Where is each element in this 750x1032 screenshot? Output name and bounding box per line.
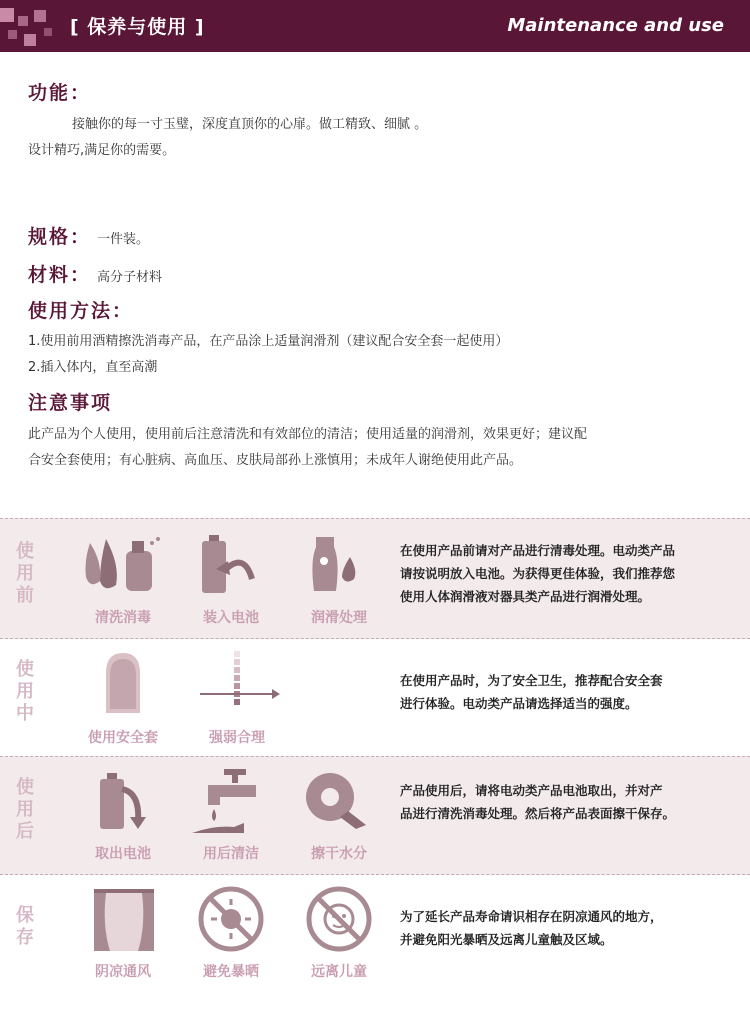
- insert-battery-item: [176, 531, 286, 631]
- storage-description: [400, 905, 730, 951]
- battery-insert-icon: [188, 531, 274, 603]
- material-value: 高分子材料: [97, 270, 163, 285]
- before-use-text-3: 使用人体润滑液对器具类产品进行润滑处理。: [400, 589, 651, 604]
- spec-row: [28, 222, 149, 249]
- use-condom-caption: 使用安全套: [88, 730, 158, 746]
- cool-ventilated-item: [68, 885, 178, 985]
- lubricate-caption: 润滑处理: [311, 610, 367, 626]
- during-use-text-2: 进行体验。电动类产品请选择适当的强度。: [400, 696, 638, 711]
- function-line-1: 接触你的每一寸玉璧，深度直顶你的心扉。做工精致、细腻 。: [72, 117, 428, 132]
- band-storage: [0, 874, 750, 989]
- away-children-caption: 远离儿童: [311, 964, 367, 980]
- avoid-sun-item: [176, 885, 286, 985]
- during-use-description: [400, 669, 730, 715]
- after-use-text-1: 产品使用后，请将电动类产品电池取出，并对产: [400, 783, 663, 798]
- band-label-storage: 保 存: [16, 905, 34, 948]
- header-title: [ 保养与使用 ]: [70, 16, 205, 38]
- clean-disinfect-caption: 清洗消毒: [95, 610, 151, 626]
- usage-title: 使用方法：: [28, 300, 134, 322]
- curtain-icon: [80, 885, 166, 957]
- dry-item: [284, 767, 394, 867]
- clean-after-item: [176, 767, 286, 867]
- lubricant-bottle-icon: [296, 531, 382, 603]
- before-use-text-1: 在使用产品前请对产品进行清毒处理。电动类产品: [400, 543, 676, 558]
- battery-remove-icon: [80, 767, 166, 839]
- band-before-use: [0, 518, 750, 639]
- decor-square: [34, 10, 46, 22]
- band-after-use: [0, 756, 750, 875]
- intensity-scale-icon: [194, 649, 280, 721]
- remove-battery-item: [68, 767, 178, 867]
- storage-text-2: 并避免阳光暴晒及远离儿童触及区域。: [400, 932, 613, 947]
- clean-disinfect-item: [68, 531, 178, 631]
- usage-step-2: 2.插入体内，直至高潮: [28, 360, 158, 375]
- notes-line-2: 合安全套使用；有心脏病、高血压、皮肤局部孙上涨慎用；未成年人谢绝使用此产品。: [28, 453, 523, 468]
- faucet-icon: [188, 767, 274, 839]
- avoid-sun-caption: 避免暴晒: [203, 964, 259, 980]
- intensity-caption: 强弱合理: [209, 730, 265, 746]
- during-use-text-1: 在使用产品时，为了安全卫生，推荐配合安全套: [400, 673, 663, 688]
- clean-after-caption: 用后清洁: [203, 846, 259, 862]
- notes-line-1: 此产品为个人使用，使用前后注意清洗和有效部位的清洁；使用适量的润滑剂，效果更好；建议配: [28, 427, 588, 442]
- no-children-icon: [296, 885, 382, 957]
- header-title-english: Maintenance and use: [507, 15, 724, 36]
- function-title: 功能：: [28, 82, 92, 104]
- away-children-item: [284, 885, 394, 985]
- no-sun-icon: [188, 885, 274, 957]
- decor-square: [24, 34, 36, 46]
- intensity-item: [182, 649, 292, 749]
- usage-step-1: 1.使用前用酒精擦洗消毒产品，在产品涂上适量润滑剂（建议配合安全套一起使用）: [28, 334, 509, 349]
- decor-square: [18, 16, 28, 26]
- band-during-use: [0, 638, 750, 757]
- insert-battery-caption: 装入电池: [203, 610, 259, 626]
- after-use-text-2: 品进行清洗消毒处理。然后将产品表面擦干保存。: [400, 806, 676, 821]
- decor-square: [0, 8, 14, 22]
- decor-square: [8, 30, 17, 39]
- dry-caption: 擦干水分: [311, 846, 367, 862]
- lubricate-item: [284, 531, 394, 631]
- band-label-before-use: 使 用 前: [16, 541, 34, 606]
- function-line-2: 设计精巧,满足你的需要。: [28, 143, 176, 158]
- spec-value: 一件装。: [97, 232, 150, 247]
- after-use-description: [400, 779, 730, 825]
- band-label-during-use: 使 用 中: [16, 659, 34, 724]
- paper-roll-icon: [296, 767, 382, 839]
- band-label-after-use: 使 用 后: [16, 777, 34, 842]
- before-use-description: [400, 539, 730, 608]
- condom-icon: [80, 649, 166, 721]
- notes-title: 注意事项: [28, 392, 113, 414]
- storage-text-1: 为了延长产品寿命请识相存在阴凉通风的地方，: [400, 909, 663, 924]
- cool-ventilated-caption: 阴凉通风: [95, 964, 151, 980]
- decor-square: [44, 28, 52, 36]
- header-bar: [0, 0, 750, 52]
- use-condom-item: [68, 649, 178, 749]
- material-row: [28, 260, 162, 287]
- spray-bottle-icon: [80, 531, 166, 603]
- material-title: 材料：: [28, 264, 92, 286]
- spec-title: 规格：: [28, 226, 92, 248]
- remove-battery-caption: 取出电池: [95, 846, 151, 862]
- before-use-text-2: 请按说明放入电池。为获得更佳体验，我们推荐您: [400, 566, 676, 581]
